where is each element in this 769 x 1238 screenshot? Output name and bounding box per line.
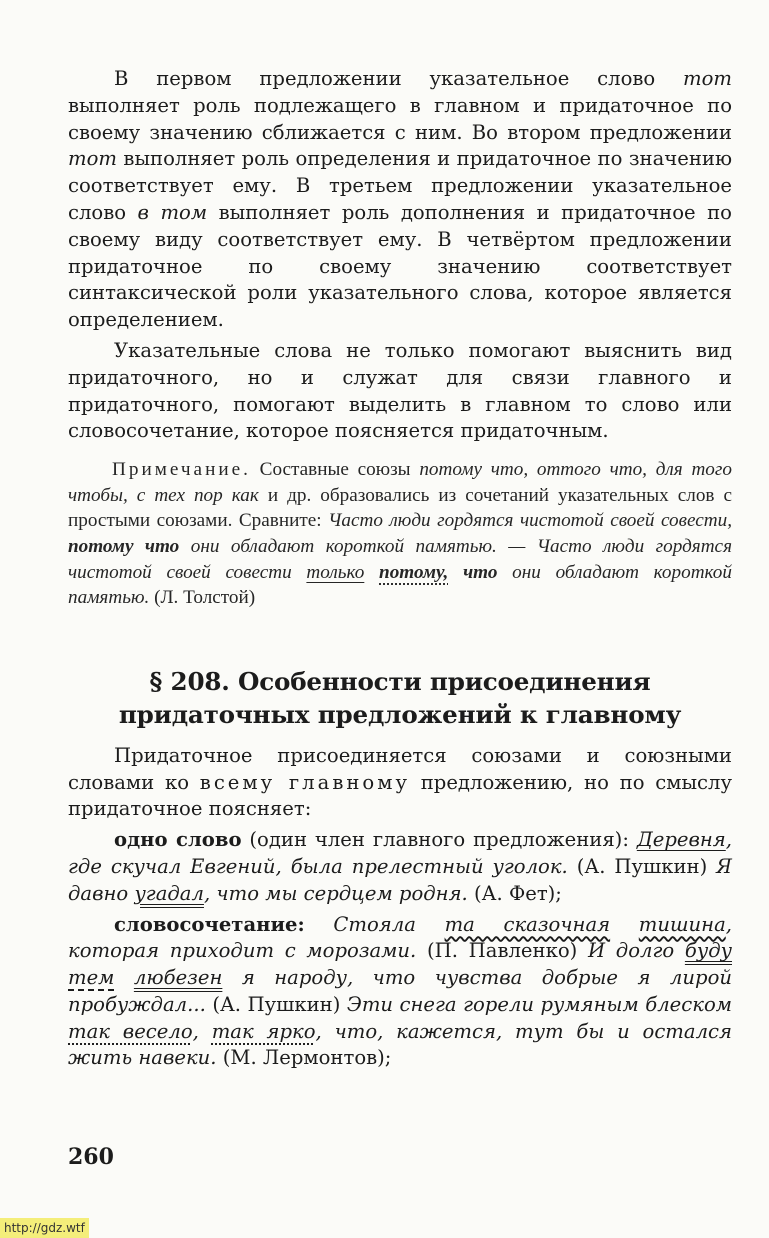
spaced-text: всему главному [199, 770, 410, 794]
text: выполняет роль подлежащего в главном и придаточное по своему значению сближается с ним. Во втором предложении [68, 93, 732, 144]
intro-paragraph [68, 743, 732, 823]
example-text: И долго [587, 939, 685, 963]
text: выполняет роль определения и придаточное по значению соответствует ему. В третьем предложении указательное слово [68, 147, 732, 224]
watermark-link[interactable]: http://gdz.wtf [0, 1218, 89, 1238]
item-one-word [68, 827, 732, 907]
note-block [68, 457, 732, 611]
example-wavy: тишина [638, 912, 726, 936]
note-label: Примечание. [112, 459, 251, 481]
text: (один член главного предложения): [241, 828, 637, 852]
example-word: в том [137, 200, 208, 224]
source: (П. Павленко) [416, 939, 588, 963]
example-text: , [192, 1019, 212, 1043]
text: предложению, но по смыслу придаточное поясняет: [68, 770, 733, 821]
example-underlined: только [306, 561, 365, 583]
example-dashed: тем [68, 966, 115, 990]
example-word: тот [68, 147, 117, 171]
source: (А. Пушкин) [205, 992, 347, 1016]
text: Придаточное присоединяется союзами и союзными словами ко [68, 743, 732, 794]
example-underlined: любезен [133, 966, 223, 990]
example-text: они обладают короткой памятью. [68, 561, 732, 609]
section-title-line: придаточных предложений к главному [118, 699, 682, 729]
section-title [68, 665, 732, 731]
example-dotted: так ярко [211, 1019, 316, 1043]
example-text: я народу, что чувства добрые я лирой пробуждал... [68, 966, 732, 1016]
example-text: , что мы сердцем родня. [203, 881, 468, 905]
example-dotted: так весело [68, 1019, 193, 1043]
term: словосочетание: [114, 912, 305, 936]
source: (А. Пушкин) [567, 854, 717, 878]
example-bold: что [463, 561, 498, 583]
example-word: тот [683, 67, 732, 90]
example-text: , что, кажется, тут бы и остался жить навеки. [68, 1019, 732, 1070]
section-title-line: § 208. Особенности присоединения [149, 666, 651, 696]
example-text: , которая приходит с морозами. [68, 912, 732, 963]
text: Составные союзы [250, 459, 420, 481]
example-wavy: та сказочная [444, 912, 611, 936]
example-underlined: угадал [134, 881, 204, 905]
example-text: Часто люди гордятся чистотой своей совести, [328, 510, 733, 532]
example-text: , где скучал Евгений, была прелестный уголок. [68, 828, 732, 878]
conjunction-list: потому что, оттого что, для того чтобы, с тех пор как [68, 459, 732, 506]
example-text: Эти снега горели румяным блеском [346, 992, 732, 1016]
example-underlined: Деревня [636, 828, 726, 852]
example-text: Стояла [304, 912, 445, 936]
example-text: Я давно [68, 854, 732, 905]
text: В первом предложении указательное слово [114, 67, 684, 90]
example-bold: потому, [379, 561, 449, 583]
term: одно слово [114, 828, 242, 852]
example-text: они обладают короткой памятью. — Часто люди гордятся чистотой своей совести [68, 535, 732, 583]
text: и др. образовались из сочетаний указательных слов с простыми союзами. Сравните: [68, 484, 732, 532]
source: (М. Лермонтов); [216, 1046, 392, 1070]
example-bold: потому что [68, 535, 180, 557]
page-number: 260 [68, 1144, 114, 1170]
page-content [68, 66, 732, 1072]
example-underlined: буду [684, 939, 732, 963]
paragraph-1 [68, 66, 732, 334]
source: (Л. Толстой) [149, 587, 256, 609]
text: выполняет роль дополнения и придаточное по своему виду соответствует ему. В четвёртом предложении придаточное по своему значению соответствует синтаксической роли указательного слова, которое является определением. [68, 200, 732, 332]
item-phrase [68, 912, 732, 1073]
paragraph-2: Указательные слова не только помогают выяснить вид придаточного, но и служат для связи главного и придаточного, помогают выделить в главном то слово или словосочетание, которое поясняется придаточным. [68, 338, 732, 443]
source: (А. Фет); [467, 881, 562, 905]
